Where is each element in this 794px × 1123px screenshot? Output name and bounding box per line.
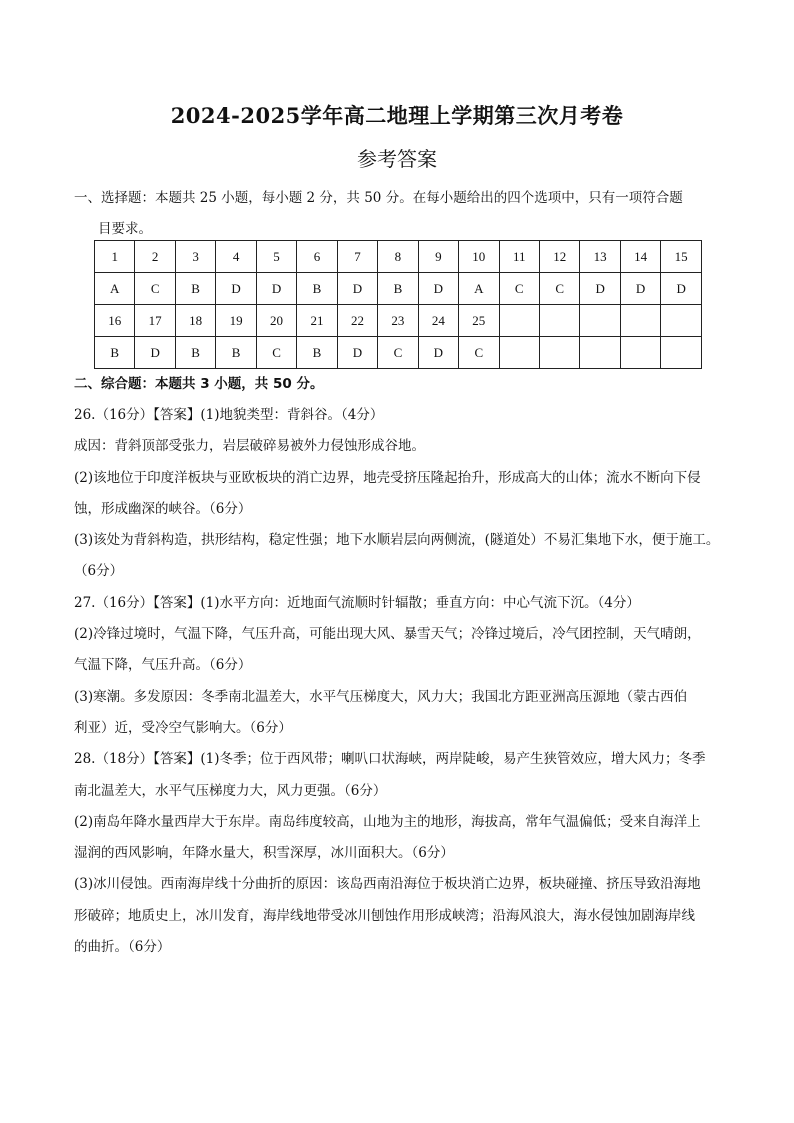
answer-cell (539, 337, 579, 369)
question-number-cell: 6 (297, 241, 337, 273)
question-number-cell: 2 (135, 241, 175, 273)
answer-text-line: 湿润的西风影响，年降水量大，积雪深厚，冰川面积大。（6分） (74, 845, 454, 862)
answer-cell (661, 337, 702, 369)
question-number-cell (661, 305, 702, 337)
question-number-cell: 23 (378, 305, 418, 337)
question-number-cell: 17 (135, 305, 175, 337)
question-number-cell: 20 (256, 305, 296, 337)
answer-cell: D (580, 273, 620, 305)
answer-text-line: 南北温差大，水平气压梯度力大，风力更强。（6分） (74, 782, 387, 799)
answer-cell (620, 337, 660, 369)
answer-cell: C (378, 337, 418, 369)
question-number-cell: 10 (459, 241, 499, 273)
question-number-cell: 18 (175, 305, 215, 337)
section2-body (74, 400, 736, 963)
section2-heading: 二、综合题：本题共 3 小题，共 50 分。 (74, 376, 324, 392)
answer-cell: D (418, 273, 458, 305)
answer-text-line: 28.（18分）【答案】(1)冬季；位于西风带；喇叭口状海峡，两岸陡峻，易产生狭管效应，增大风力；冬季 (74, 751, 706, 768)
answer-cell: B (297, 273, 337, 305)
question-number-cell: 9 (418, 241, 458, 273)
answer-text-line: (2)该地位于印度洋板块与亚欧板块的消亡边界，地壳受挤压隆起抬升，形成高大的山体；流水不断向下侵 (74, 469, 701, 486)
answer-cell (499, 337, 539, 369)
question-number-row (95, 241, 702, 273)
answer-cell: C (135, 273, 175, 305)
answer-cell: D (256, 273, 296, 305)
question-number-row (95, 305, 702, 337)
question-number-cell: 13 (580, 241, 620, 273)
answer-text-line: 成因：背斜顶部受张力，岩层破碎易被外力侵蚀形成谷地。 (74, 438, 425, 455)
question-number-cell: 19 (216, 305, 256, 337)
answer-cell: B (175, 337, 215, 369)
answer-text-line: 26.（16分）【答案】(1)地貌类型：背斜谷。（4分） (74, 407, 384, 423)
question-number-cell: 12 (539, 241, 579, 273)
answer-cell: D (418, 337, 458, 369)
question-number-cell (499, 305, 539, 337)
page-subtitle: 参考答案 (357, 147, 437, 171)
section1-heading-line1: 一、选择题：本题共 25 小题，每小题 2 分，共 50 分。在每小题给出的四个选项中，只有一项符合题 (74, 190, 683, 206)
answer-text-line: (2)南岛年降水量西岸大于东岸。南岛纬度较高，山地为主的地形，海拔高，常年气温偏低；受来自海洋上 (74, 813, 701, 830)
question-number-cell: 4 (216, 241, 256, 273)
question-number-cell: 21 (297, 305, 337, 337)
answer-cell: D (337, 337, 377, 369)
answer-cell: B (175, 273, 215, 305)
question-number-cell: 25 (459, 305, 499, 337)
answer-cell: A (95, 273, 135, 305)
answer-cell: D (337, 273, 377, 305)
question-number-cell: 1 (95, 241, 135, 273)
question-number-cell: 3 (175, 241, 215, 273)
answer-cell: B (378, 273, 418, 305)
answer-cell: B (216, 337, 256, 369)
answer-cell: C (256, 337, 296, 369)
answer-text-line: 气温下降，气压升高。（6分） (74, 657, 252, 674)
answer-text-line: 利亚）近，受冷空气影响大。（6分） (74, 719, 292, 736)
answer-cell: C (459, 337, 499, 369)
answer-row (95, 273, 702, 305)
page-title: 2024-2025学年高二地理上学期第三次月考卷 (170, 103, 624, 128)
answer-text-line: (3)该处为背斜构造，拱形结构，稳定性强；地下水顺岩层向两侧流，(隧道处）不易汇集地下水，便于施工。 (74, 532, 720, 549)
question-number-cell: 15 (661, 241, 702, 273)
question-number-cell (539, 305, 579, 337)
answer-cell: D (620, 273, 660, 305)
question-number-cell: 8 (378, 241, 418, 273)
question-number-cell: 11 (499, 241, 539, 273)
answer-text-line: 的曲折。（6分） (74, 939, 171, 956)
section1-heading (74, 183, 734, 245)
section1-heading-line2: 目要求。 (98, 221, 152, 237)
question-number-cell: 22 (337, 305, 377, 337)
answer-cell: C (539, 273, 579, 305)
answer-text-line: （6分） (74, 563, 124, 580)
question-number-cell: 5 (256, 241, 296, 273)
answer-cell: C (499, 273, 539, 305)
answer-text-line: 蚀，形成幽深的峡谷。（6分） (74, 500, 252, 517)
answer-text-line: (3)冰川侵蚀。西南海岸线十分曲折的原因：该岛西南沿海位于板块消亡边界，板块碰撞、挤压导致沿海地 (74, 876, 701, 893)
answer-text-line: 27.（16分）【答案】(1)水平方向：近地面气流顺时针辐散；垂直方向：中心气流下沉。（4分） (74, 594, 640, 611)
answer-cell: B (297, 337, 337, 369)
answer-cell: A (459, 273, 499, 305)
question-number-cell: 7 (337, 241, 377, 273)
question-number-cell: 24 (418, 305, 458, 337)
answer-table (94, 240, 702, 369)
answer-cell: D (216, 273, 256, 305)
answer-text-line: (2)冷锋过境时，气温下降，气压升高，可能出现大风、暴雪天气；冷锋过境后，冷气团控制，天气晴朗， (74, 626, 701, 643)
question-number-cell: 14 (620, 241, 660, 273)
question-number-cell (580, 305, 620, 337)
answer-row (95, 337, 702, 369)
answer-text-line: (3)寒潮。多发原因：冬季南北温差大，水平气压梯度大，风力大；我国北方距亚洲高压源地（蒙古西伯 (74, 688, 688, 705)
question-number-cell (620, 305, 660, 337)
answer-text-line: 形破碎；地质史上，冰川发育，海岸线地带受冰川刨蚀作用形成峡湾；沿海风浪大，海水侵蚀加剧海岸线 (74, 907, 695, 924)
answer-cell: B (95, 337, 135, 369)
answer-cell: D (135, 337, 175, 369)
answer-cell: D (661, 273, 702, 305)
answer-cell (580, 337, 620, 369)
question-number-cell: 16 (95, 305, 135, 337)
